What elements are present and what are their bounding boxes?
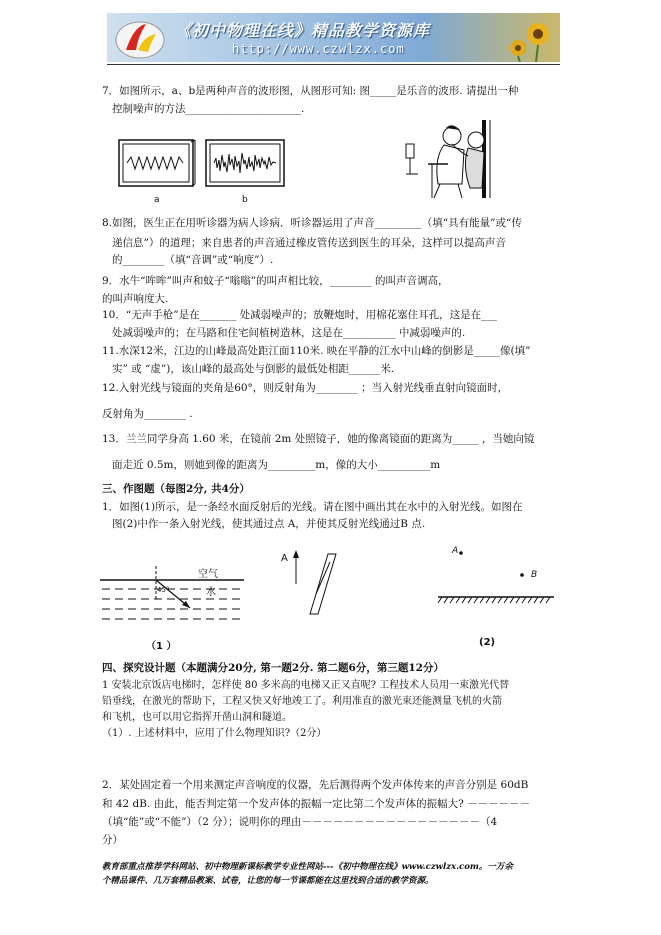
waveform-a-figure (117, 138, 197, 190)
fig1-caption: （1 ） (146, 641, 177, 652)
fig1-angle-label: 45° (157, 586, 170, 594)
reflection-figure-1 (98, 560, 246, 632)
header-title: 《初中物理在线》精品教学资源库 (175, 21, 431, 40)
q10-line2: 处减弱噪声的；在马路和住宅间植树造林，这是在__________ 中减弱噪声的. (112, 327, 466, 339)
section4-q1-line1: 1 安装北京饭店电梯时，怎样使 80 多米高的电梯又正又直呢? 工程技术人员用一束激光代替 (102, 680, 510, 691)
fig3-point-b-label: B (531, 570, 538, 580)
section3-line1: 1．如图(1)所示，是一条经水面反射后的光线。请在图中画出其在水中的入射光线。如图在 (102, 501, 523, 513)
q8-line3: 的________（填“音调”或“响度”）. (112, 254, 274, 266)
section4-q1-line2: 铅垂线，在激光的帮助下，工程又快又好地竣工了。利用准直的激光束还能测量飞机的火箭 (102, 696, 502, 707)
section4-q1-sub: （1）. 上述材料中，应用了什么物理知识?（2分） (102, 728, 327, 739)
footer-line2: 个精品课件、几万套精品教案、试卷，让您的每一节课都能在这里找到合适的教学资源。 (102, 876, 434, 886)
header-divider (107, 64, 560, 65)
mirror-figure-2 (286, 548, 346, 618)
q9-line1: 9．水牛“哞哞”叫声和蚊子“嗡嗡”的叫声相比较，________ 的叫声音调高， (102, 275, 449, 287)
q13-line2: 面走近 0.5m，则她到像的距离为_________m，像的大小__________m (112, 459, 441, 471)
footer (102, 860, 562, 888)
q8-line2: 递信息”）的道理；来自患者的声音通过橡皮管传送到医生的耳朵，这样可以提高声音 (112, 237, 506, 249)
section4-title: 四、探究设计题（本题满分20分, 第一题2分. 第二题6分，第三题12分） (102, 662, 444, 674)
fig2-point-a-label: A (281, 553, 288, 564)
header-url[interactable]: http://www.czwlzx.com (232, 42, 405, 56)
logo-icon (112, 16, 168, 60)
q12-line2: 反射角为________ . (102, 408, 193, 420)
q10-line1: 10．“无声手枪”是在_______ 处减弱噪声的；放鞭炮时，用棉花塞住耳孔，这是在___ (102, 309, 497, 321)
fig3-point-a-label: A (452, 546, 459, 556)
q12-line1: 12.入射光线与镜面的夹角是60°，则反射角为________ ；当入射光线垂直射向镜面时， (102, 382, 509, 394)
doctor-stethoscope-illustration (404, 118, 500, 200)
q7-line2: 控制噪声的方法______________________. (112, 103, 305, 115)
section3-title: 三、作图题（每图2分, 共4分） (102, 483, 250, 495)
fig1-air-label: 空气 (198, 569, 218, 580)
q9-line2: 的叫声响度大. (102, 293, 169, 305)
q8-line1: 8.如图，医生正在用听诊器为病人诊病．听诊器运用了声音_________（填“具有能量”或“传 (102, 217, 522, 229)
waveform-b-label: b (242, 195, 248, 205)
fig2-caption: (2) (479, 637, 496, 648)
waveform-b-figure (204, 138, 288, 190)
section4-q2-line2: 和 42 dB. 由此，能否判定第一个发声体的振幅一定比第二个发声体的振幅大? －－－－－－ (102, 798, 531, 810)
q7-line1: 7．如图所示，a、b是两种声音的波形图，从图形可知: 图_____是乐音的波形. 请提出一种 (102, 85, 519, 97)
sunflower-icon (508, 14, 558, 62)
fig1-water-label: 水 (206, 587, 216, 598)
section4-q2-line1: 2．某处固定着一个用来测定声音响度的仪器，先后测得两个发声体传来的声音分别是 60dB (102, 779, 529, 791)
waveform-a-label: a (154, 195, 160, 205)
q11-line1: 11.水深12米，江边的山峰最高处距江面110米. 映在平静的江水中山峰的倒影是_____像(填” (102, 345, 531, 357)
section4-q1-line3: 和飞机，也可以用它指挥开凿山洞和隧道。 (102, 712, 292, 723)
footer-line1: 教育部重点推荐学科网站、初中物理新课标教学专业性网站---《初中物理在线》www.czwlzx.com。一万余 (102, 862, 513, 872)
q11-line2: 实” 或 “虚”)，该山峰的最高处与倒影的最低处相距______米. (112, 363, 395, 375)
section4-q2-line3: （填“能”或“不能”）（2 分）；说明你的理由－－－－－－－－－－－－－－－－－（4 (102, 816, 498, 828)
section3-line2: 图(2)中作一条入射光线，使其通过点 A，并使其反射光线通过B 点. (112, 518, 426, 530)
section4-q2-line4: 分） (102, 834, 123, 846)
q13-line1: 13．兰兰同学身高 1.60 米，在镜前 2m 处照镜子，她的像离镜面的距离为_____ ，当她向镜 (102, 433, 535, 445)
